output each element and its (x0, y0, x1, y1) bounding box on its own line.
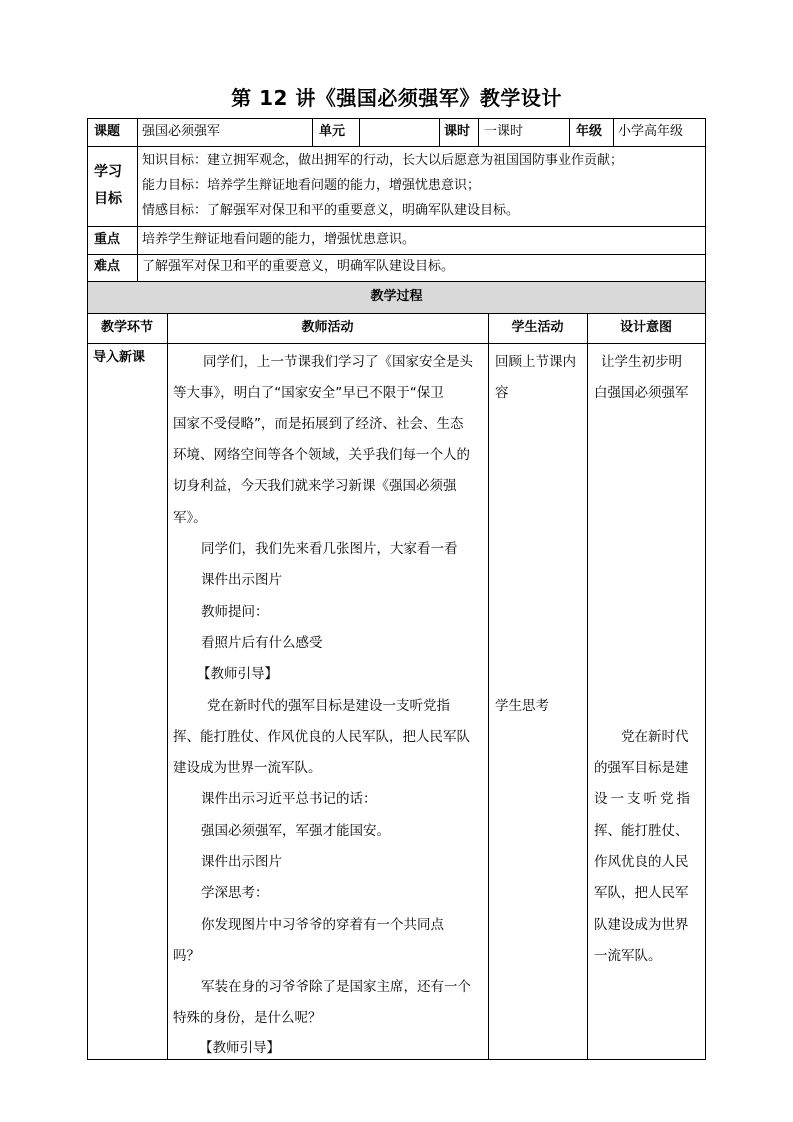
grade-label: 年级 (576, 124, 603, 139)
teacher-line: 军》。 (173, 510, 207, 526)
col-student-header: 学生活动 (511, 320, 564, 335)
unit-label: 单元 (319, 124, 346, 139)
col-teacher-header: 教师活动 (301, 320, 354, 335)
hours-value: 一课时 (484, 124, 524, 139)
student-line: 学生思考 (495, 698, 549, 714)
col-stage-header: 教学环节 (100, 320, 153, 335)
teacher-line: 建设成为世界一流军队。 (173, 760, 322, 776)
design-line: 党在新时代 (621, 729, 689, 745)
objectives-label-2: 目标 (94, 191, 122, 207)
design-line: 的强军目标是建 (594, 760, 689, 776)
teacher-line: 教师提问： (201, 604, 269, 620)
key-point-text: 培养学生辩证地看问题的能力，增强忧患意识。 (142, 232, 416, 247)
teacher-line: 你发现图片中习爷爷的穿着有一个共同点 (201, 917, 444, 933)
teacher-line: 课件出示图片 (201, 854, 282, 870)
teacher-line: 国家不受侵略”，而是拓展到了经济、社会、生态 (173, 416, 464, 432)
teacher-line: 等大事》，明白了“国家安全”早已不限于“保卫 (173, 385, 444, 401)
design-line: 让学生初步明 (601, 354, 682, 370)
lesson-value: 强国必须强军 (142, 124, 221, 139)
lesson-table (87, 118, 706, 1059)
teacher-line: 学深思考： (201, 885, 269, 901)
teacher-line: 强国必须强军，军强才能国安。 (201, 823, 390, 839)
teacher-line: 同学们，我们先来看几张图片，大家看一看 (201, 541, 458, 557)
col-design-header: 设计意图 (619, 320, 672, 335)
teacher-line: 看照片后有什么感受 (201, 635, 323, 651)
difficulty-label: 难点 (94, 259, 121, 274)
hours-label: 课时 (444, 124, 471, 139)
stage-cell: 导入新课 (93, 350, 146, 365)
student-line: 回顾上节课内 (495, 354, 576, 370)
design-line: 一流军队。 (594, 948, 662, 964)
teacher-line: 党在新时代的强军目标是建设一支听党指 (207, 698, 450, 714)
teacher-line: 环境、网络空间等各个领域，关乎我们每一个人的 (173, 447, 470, 463)
teacher-line: 特殊的身份，是什么呢？ (173, 1010, 322, 1026)
design-line: 作风优良的人民 (594, 854, 689, 870)
teacher-line: 课件出示图片 (201, 572, 282, 588)
teacher-line: 军装在身的习爷爷除了是国家主席，还有一个 (201, 979, 471, 995)
design-line: 挥、能打胜仗、 (594, 823, 689, 839)
teacher-line: 挥、能打胜仗、作风优良的人民军队，把人民军队 (173, 729, 470, 745)
objective-line: 情感目标：了解强军对保卫和平的重要意义，明确军队建设目标。 (142, 203, 520, 218)
teacher-line: 同学们，上一节课我们学习了《国家安全是头 (203, 354, 473, 370)
teacher-line: 切身利益，今天我们就来学习新课《强国必须强 (173, 478, 457, 494)
teacher-line: 【教师引导】 (199, 1040, 280, 1056)
lesson-label: 课题 (94, 124, 121, 139)
key-point-label: 重点 (94, 232, 121, 247)
student-line: 容 (495, 385, 509, 401)
page-title: 第 12 讲《强国必须强军》教学设计 (231, 86, 562, 110)
objective-line: 能力目标：培养学生辩证地看问题的能力，增强忧患意识； (142, 178, 481, 193)
grade-value: 小学高年级 (618, 124, 684, 139)
design-line: 设一支听党指 (594, 791, 693, 807)
difficulty-text: 了解强军对保卫和平的重要意义，明确军队建设目标。 (142, 259, 455, 274)
design-line: 军队，把人民军 (594, 885, 689, 901)
objective-line: 知识目标：建立拥军观念，做出拥军的行动，长大以后愿意为祖国国防事业作贡献； (142, 153, 624, 168)
design-line: 白强国必须强军 (594, 385, 689, 401)
objectives-label-1: 学习 (94, 164, 122, 180)
teacher-line: 课件出示习近平总书记的话： (201, 791, 377, 807)
teacher-line: 【教师引导】 (197, 666, 278, 682)
design-line: 队建设成为世界 (594, 917, 689, 933)
process-header: 教学过程 (370, 289, 423, 304)
teacher-line: 吗？ (173, 948, 200, 964)
